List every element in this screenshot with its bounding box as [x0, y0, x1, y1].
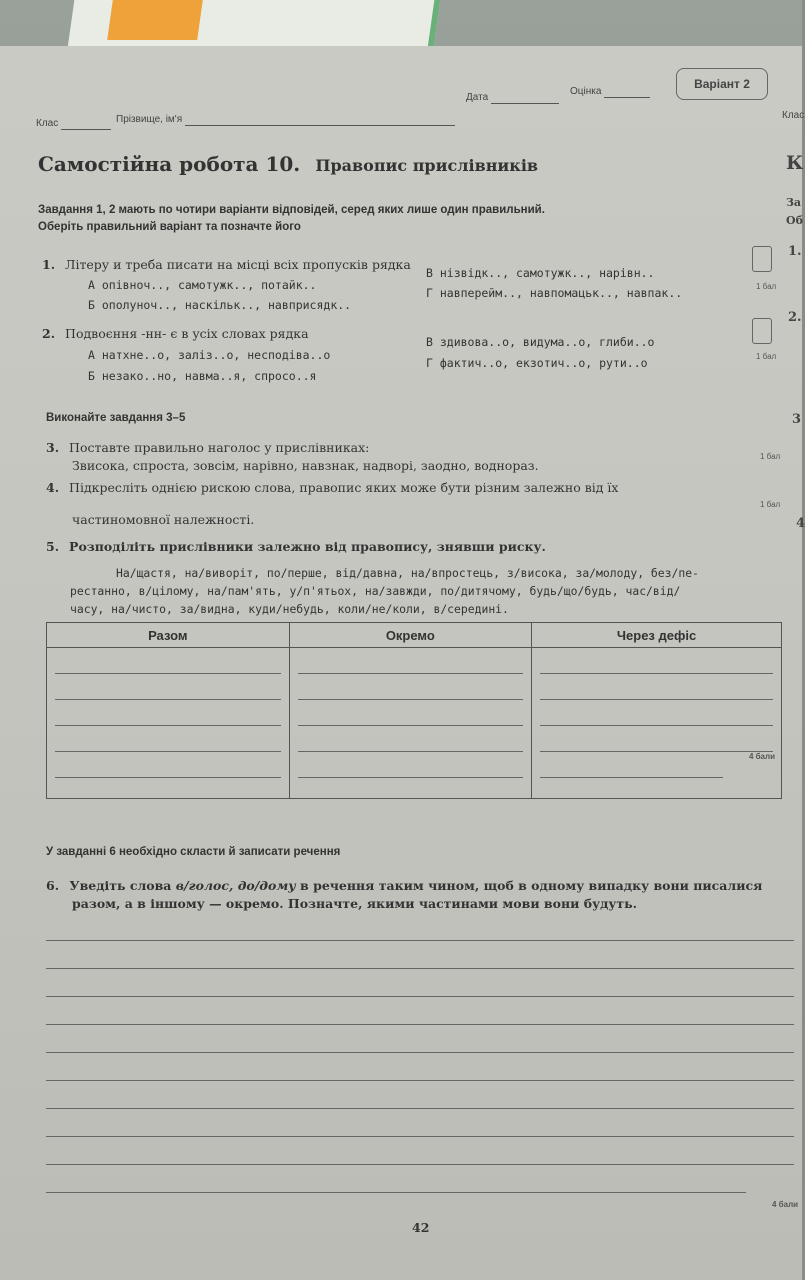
- class-label: Клас: [36, 118, 59, 129]
- q5-text: Розподіліть прислівники залежно від правопису, знявши риску.: [69, 539, 546, 554]
- q2-mark: 1 бал: [756, 352, 777, 361]
- q4-mark: 1 бал: [760, 500, 781, 509]
- instruction-1-line2: Оберіть правильний варіант та позначте його: [38, 221, 301, 233]
- q1-text: Літеру и треба писати на місці всіх пропусків рядка: [65, 257, 411, 272]
- q1-mark: 1 бал: [756, 282, 777, 291]
- col-separate-cell[interactable]: [289, 648, 532, 799]
- answer-line[interactable]: [298, 752, 524, 778]
- col-hyphen-cell[interactable]: [532, 648, 782, 799]
- book-cover-orange: [107, 0, 203, 40]
- answer-line[interactable]: [55, 752, 281, 778]
- col-together-cell[interactable]: [47, 648, 290, 799]
- title-main: Самостійна робота 10.: [38, 152, 301, 176]
- q5-mark: 4 бали: [748, 752, 775, 761]
- q2-text: Подвоєння -нн- є в усіх словах рядка: [65, 326, 309, 341]
- class-field[interactable]: [36, 118, 111, 130]
- q1-option-b[interactable]: Б ополуноч.., наскільк.., навприсядк..: [88, 298, 352, 312]
- answer-line[interactable]: [55, 700, 281, 726]
- question-4: [46, 480, 618, 495]
- q2-answer-box[interactable]: [752, 318, 772, 344]
- question-6: [46, 878, 762, 893]
- right-margin-2: 2.: [788, 310, 802, 325]
- answer-line[interactable]: [540, 700, 773, 726]
- answer-line[interactable]: [540, 648, 773, 674]
- date-label: Дата: [466, 92, 489, 103]
- writing-line[interactable]: [46, 1024, 794, 1025]
- q2-number: 2.: [42, 326, 56, 341]
- answer-line[interactable]: [55, 674, 281, 700]
- date-field[interactable]: [466, 92, 559, 104]
- q4-line1: Підкресліть однією рискою слова, правопис яких може бути різним залежно від їх: [69, 480, 619, 495]
- answer-line[interactable]: [55, 726, 281, 752]
- q2-option-a[interactable]: А натхне..о, заліз..о, несподіва..о: [88, 348, 331, 362]
- variant-badge: Варіант 2: [676, 68, 768, 100]
- q1-option-v[interactable]: В нізвідк.., самотужк.., нарівн..: [426, 266, 655, 280]
- right-edge-label: Клас: [782, 110, 805, 121]
- instruction-3: У завданні 6 необхідно скласти й записати речення: [46, 846, 341, 858]
- answer-line[interactable]: [298, 726, 524, 752]
- answer-line[interactable]: [55, 648, 281, 674]
- q2-option-v[interactable]: В здивова..о, видума..о, глиби..о: [426, 335, 655, 349]
- name-field[interactable]: [116, 114, 455, 126]
- page-title: [38, 152, 538, 176]
- col-header-together: Разом: [47, 623, 290, 648]
- name-label: Прізвище, ім'я: [116, 114, 183, 125]
- q6-line1-post: в речення таким чином, щоб в одному випадку вони писалися: [295, 878, 763, 893]
- instruction-2: Виконайте завдання 3–5: [46, 412, 186, 424]
- q3-words: Звисока, спроста, зовсім, нарівно, навзнак, надворі, заодно, воднораз.: [72, 458, 539, 473]
- col-header-separate: Окремо: [289, 623, 532, 648]
- q6-line2: разом, а в іншому — окремо. Позначте, якими частинами мови вони будуть.: [72, 896, 637, 911]
- writing-line[interactable]: [46, 1164, 794, 1165]
- right-margin-4: 4: [796, 516, 805, 531]
- q6-mark: 4 бали: [772, 1200, 799, 1209]
- page-number: 42: [412, 1220, 430, 1235]
- question-3: [46, 440, 369, 455]
- right-margin-za: За: [786, 196, 802, 209]
- right-margin-3: 3: [792, 412, 802, 427]
- col-header-hyphen: Через дефіс: [532, 623, 782, 648]
- writing-line[interactable]: [46, 1136, 794, 1137]
- q3-text: Поставте правильно наголос у прислівниках:: [69, 440, 370, 455]
- question-5: [46, 539, 546, 554]
- date-blank[interactable]: [491, 92, 559, 104]
- writing-line[interactable]: [46, 996, 794, 997]
- q6-line1-pre: Уведіть слова: [69, 878, 176, 893]
- answer-line[interactable]: [540, 674, 773, 700]
- right-margin-ob: Об: [786, 214, 803, 227]
- right-margin-1: 1.: [788, 244, 802, 259]
- q3-mark: 1 бал: [760, 452, 781, 461]
- q5-words-line3: часу, на/чисто, за/видна, куди/небудь, коли/не/коли, в/середині.: [70, 602, 509, 616]
- q2-option-b[interactable]: Б незако..но, навма..я, спросо..я: [88, 369, 317, 383]
- q1-option-g[interactable]: Г навперейм.., навпомацьк.., навпак..: [426, 286, 683, 300]
- sorting-table-header: [47, 623, 782, 648]
- answer-line[interactable]: [298, 700, 524, 726]
- q4-line2: частиномовної належності.: [72, 512, 255, 527]
- grade-field[interactable]: [570, 86, 650, 98]
- writing-line[interactable]: [46, 1192, 746, 1193]
- writing-line[interactable]: [46, 1052, 794, 1053]
- question-1: [42, 257, 411, 272]
- name-blank[interactable]: [185, 114, 455, 126]
- q1-answer-box[interactable]: [752, 246, 772, 272]
- q2-option-g[interactable]: Г фактич..о, екзотич..о, рути..о: [426, 356, 648, 370]
- answer-line[interactable]: [298, 674, 524, 700]
- writing-line[interactable]: [46, 940, 794, 941]
- question-2: [42, 326, 309, 341]
- class-blank[interactable]: [61, 118, 111, 130]
- title-sub: Правопис прислівників: [315, 156, 539, 175]
- writing-line[interactable]: [46, 1080, 794, 1081]
- grade-blank[interactable]: [604, 86, 650, 98]
- q5-words-line2: рестанно, в/цілому, на/пам'ять, у/п'ятьох, на/завжди, по/дитячому, будь/що/будь, час/від/: [70, 584, 681, 598]
- writing-line[interactable]: [46, 1108, 794, 1109]
- q1-option-a[interactable]: А опівноч.., самотужк.., потайк..: [88, 278, 317, 292]
- q3-number: 3.: [46, 440, 60, 455]
- q4-number: 4.: [46, 480, 60, 495]
- q6-number: 6.: [46, 878, 60, 893]
- q5-number: 5.: [46, 539, 60, 554]
- sorting-table-body: [47, 648, 782, 799]
- instruction-1-line1: Завдання 1, 2 мають по чотири варіанти відповідей, серед яких лише один правильний.: [38, 204, 545, 216]
- sorting-table: [46, 622, 782, 799]
- q1-number: 1.: [42, 257, 56, 272]
- answer-line[interactable]: [540, 752, 723, 778]
- grade-label: Оцінка: [570, 86, 602, 97]
- q6-line1-em: в/голос, до/дому: [175, 878, 296, 893]
- writing-line[interactable]: [46, 968, 794, 969]
- right-margin-k: К: [786, 152, 804, 174]
- q5-words-line1: На/щастя, на/виворіт, по/перше, від/давна, на/впростець, з/висока, за/молоду, без/пе-: [116, 566, 699, 580]
- answer-line[interactable]: [298, 648, 524, 674]
- answer-line[interactable]: [540, 726, 773, 752]
